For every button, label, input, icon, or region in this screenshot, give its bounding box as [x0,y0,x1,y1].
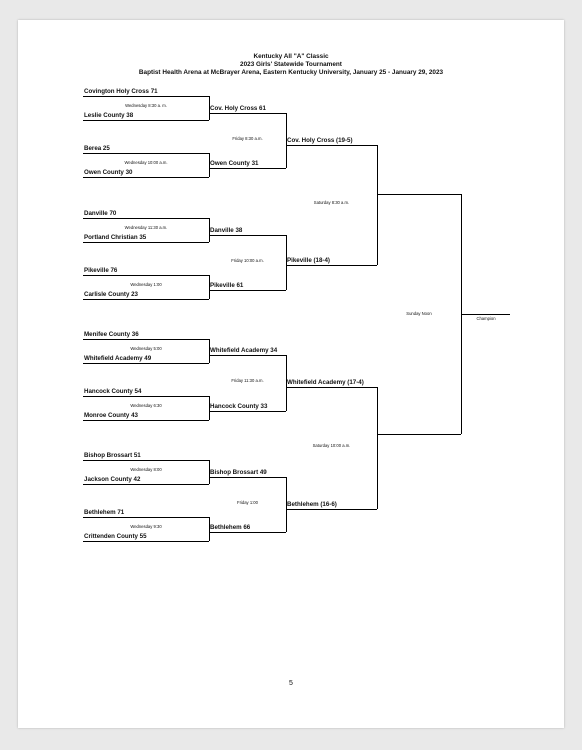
bracket-line [83,420,209,421]
bracket-line [83,120,209,121]
quarterfinal-game-time: Friday 11:30 a.m. [231,378,264,383]
bracket-line [209,113,286,114]
quarterfinal-team: Cov. Holy Cross 61 [210,105,266,112]
round1-team: Pikeville 76 [84,267,118,274]
bracket-line [83,299,209,300]
bracket-line [83,396,209,397]
bracket-line [83,242,209,243]
round1-game-time: Wednesday 1:00 [130,282,162,287]
bracket-line [286,509,377,510]
quarterfinal-team: Pikeville 61 [210,282,244,289]
bracket-line [209,532,286,533]
round1-game-time: Wednesday 11:30 a.m. [124,225,168,230]
bracket-line [209,290,286,291]
bracket-line [83,484,209,485]
bracket-line [461,314,510,315]
bracket-line [83,153,209,154]
round1-game-time: Wednesday 10:00 a.m. [124,160,168,165]
bracket-line [83,218,209,219]
bracket-line [209,235,286,236]
champion-label: Champion [476,316,496,321]
page-number: 5 [289,680,293,687]
semifinal-team: Bethlehem (16-6) [287,501,337,508]
round1-game-time: Wednesday 8:00 [130,467,162,472]
final-game-time: Sunday Noon [406,311,432,316]
bracket-line [377,434,461,435]
semifinal-game-time: Saturday 10:00 a.m. [312,443,351,448]
round1-team: Owen County 30 [84,169,133,176]
round1-team: Jackson County 42 [84,476,141,483]
bracket-line [286,145,377,146]
bracket-line [83,460,209,461]
bracket-line [209,411,286,412]
round1-game-time: Wednesday 9:30 [130,524,162,529]
semifinal-game-time: Saturday 8:30 a.m. [313,200,350,205]
bracket-line [83,517,209,518]
bracket-line [286,265,377,266]
bracket-line [377,145,378,265]
round1-team: Whitefield Academy 49 [84,355,152,362]
bracket-line [377,387,378,509]
semifinal-team: Pikeville (18-4) [287,257,330,264]
bracket-line [83,96,209,97]
round1-game-time: Wednesday 8:30 a. m. [125,103,167,108]
bracket-line [286,387,377,388]
round1-team: Menifee County 36 [84,331,139,338]
document-page [18,20,564,728]
quarterfinal-game-time: Friday 8:30 a.m. [232,135,263,141]
tournament-title: Kentucky All "A" Classic [253,53,329,60]
quarterfinal-team: Whitefield Academy 34 [210,347,278,354]
bracket-line [83,177,209,178]
round1-team: Hancock County 54 [84,388,142,395]
bracket-line [83,363,209,364]
round1-game-time: Wednesday 6:30 [130,403,162,408]
tournament-venue: Baptist Health Arena at McBrayer Arena, Eastern Kentucky University, January 25 - January 29, 2023 [138,69,444,76]
round1-team: Bishop Brossart 51 [84,452,141,459]
bracket-line [209,168,286,169]
quarterfinal-team: Bethlehem 66 [210,524,251,531]
quarterfinal-team: Hancock County 33 [210,403,268,410]
bracket-line [209,477,286,478]
quarterfinal-team: Bishop Brossart 49 [210,469,267,476]
bracket-line [83,541,209,542]
quarterfinal-team: Owen County 31 [210,160,259,167]
round1-team: Covington Holy Cross 71 [84,88,158,95]
tournament-subtitle: 2023 Girls' Statewide Tournament [240,61,342,68]
bracket-line [83,275,209,276]
round1-game-time: Wednesday 5:00 [130,346,162,351]
semifinal-team: Cov. Holy Cross (19-5) [287,137,353,144]
round1-team: Portland Christian 35 [84,234,147,241]
round1-team: Bethlehem 71 [84,509,125,516]
round1-team: Berea 25 [84,145,110,152]
bracket-line [377,194,461,195]
round1-team: Danville 70 [84,210,117,217]
bracket-line [83,339,209,340]
quarterfinal-game-time: Friday 10:00 a.m. [231,257,264,263]
quarterfinal-game-time: Friday 1:00 [237,499,258,505]
bracket-line [209,355,286,356]
round1-team: Monroe County 43 [84,412,138,419]
round1-team: Crittenden County 55 [84,533,147,540]
round1-team: Carlisle County 23 [84,291,138,298]
round1-team: Leslie County 38 [84,112,134,119]
semifinal-team: Whitefield Academy (17-4) [287,379,364,386]
quarterfinal-team: Danville 38 [210,227,243,234]
